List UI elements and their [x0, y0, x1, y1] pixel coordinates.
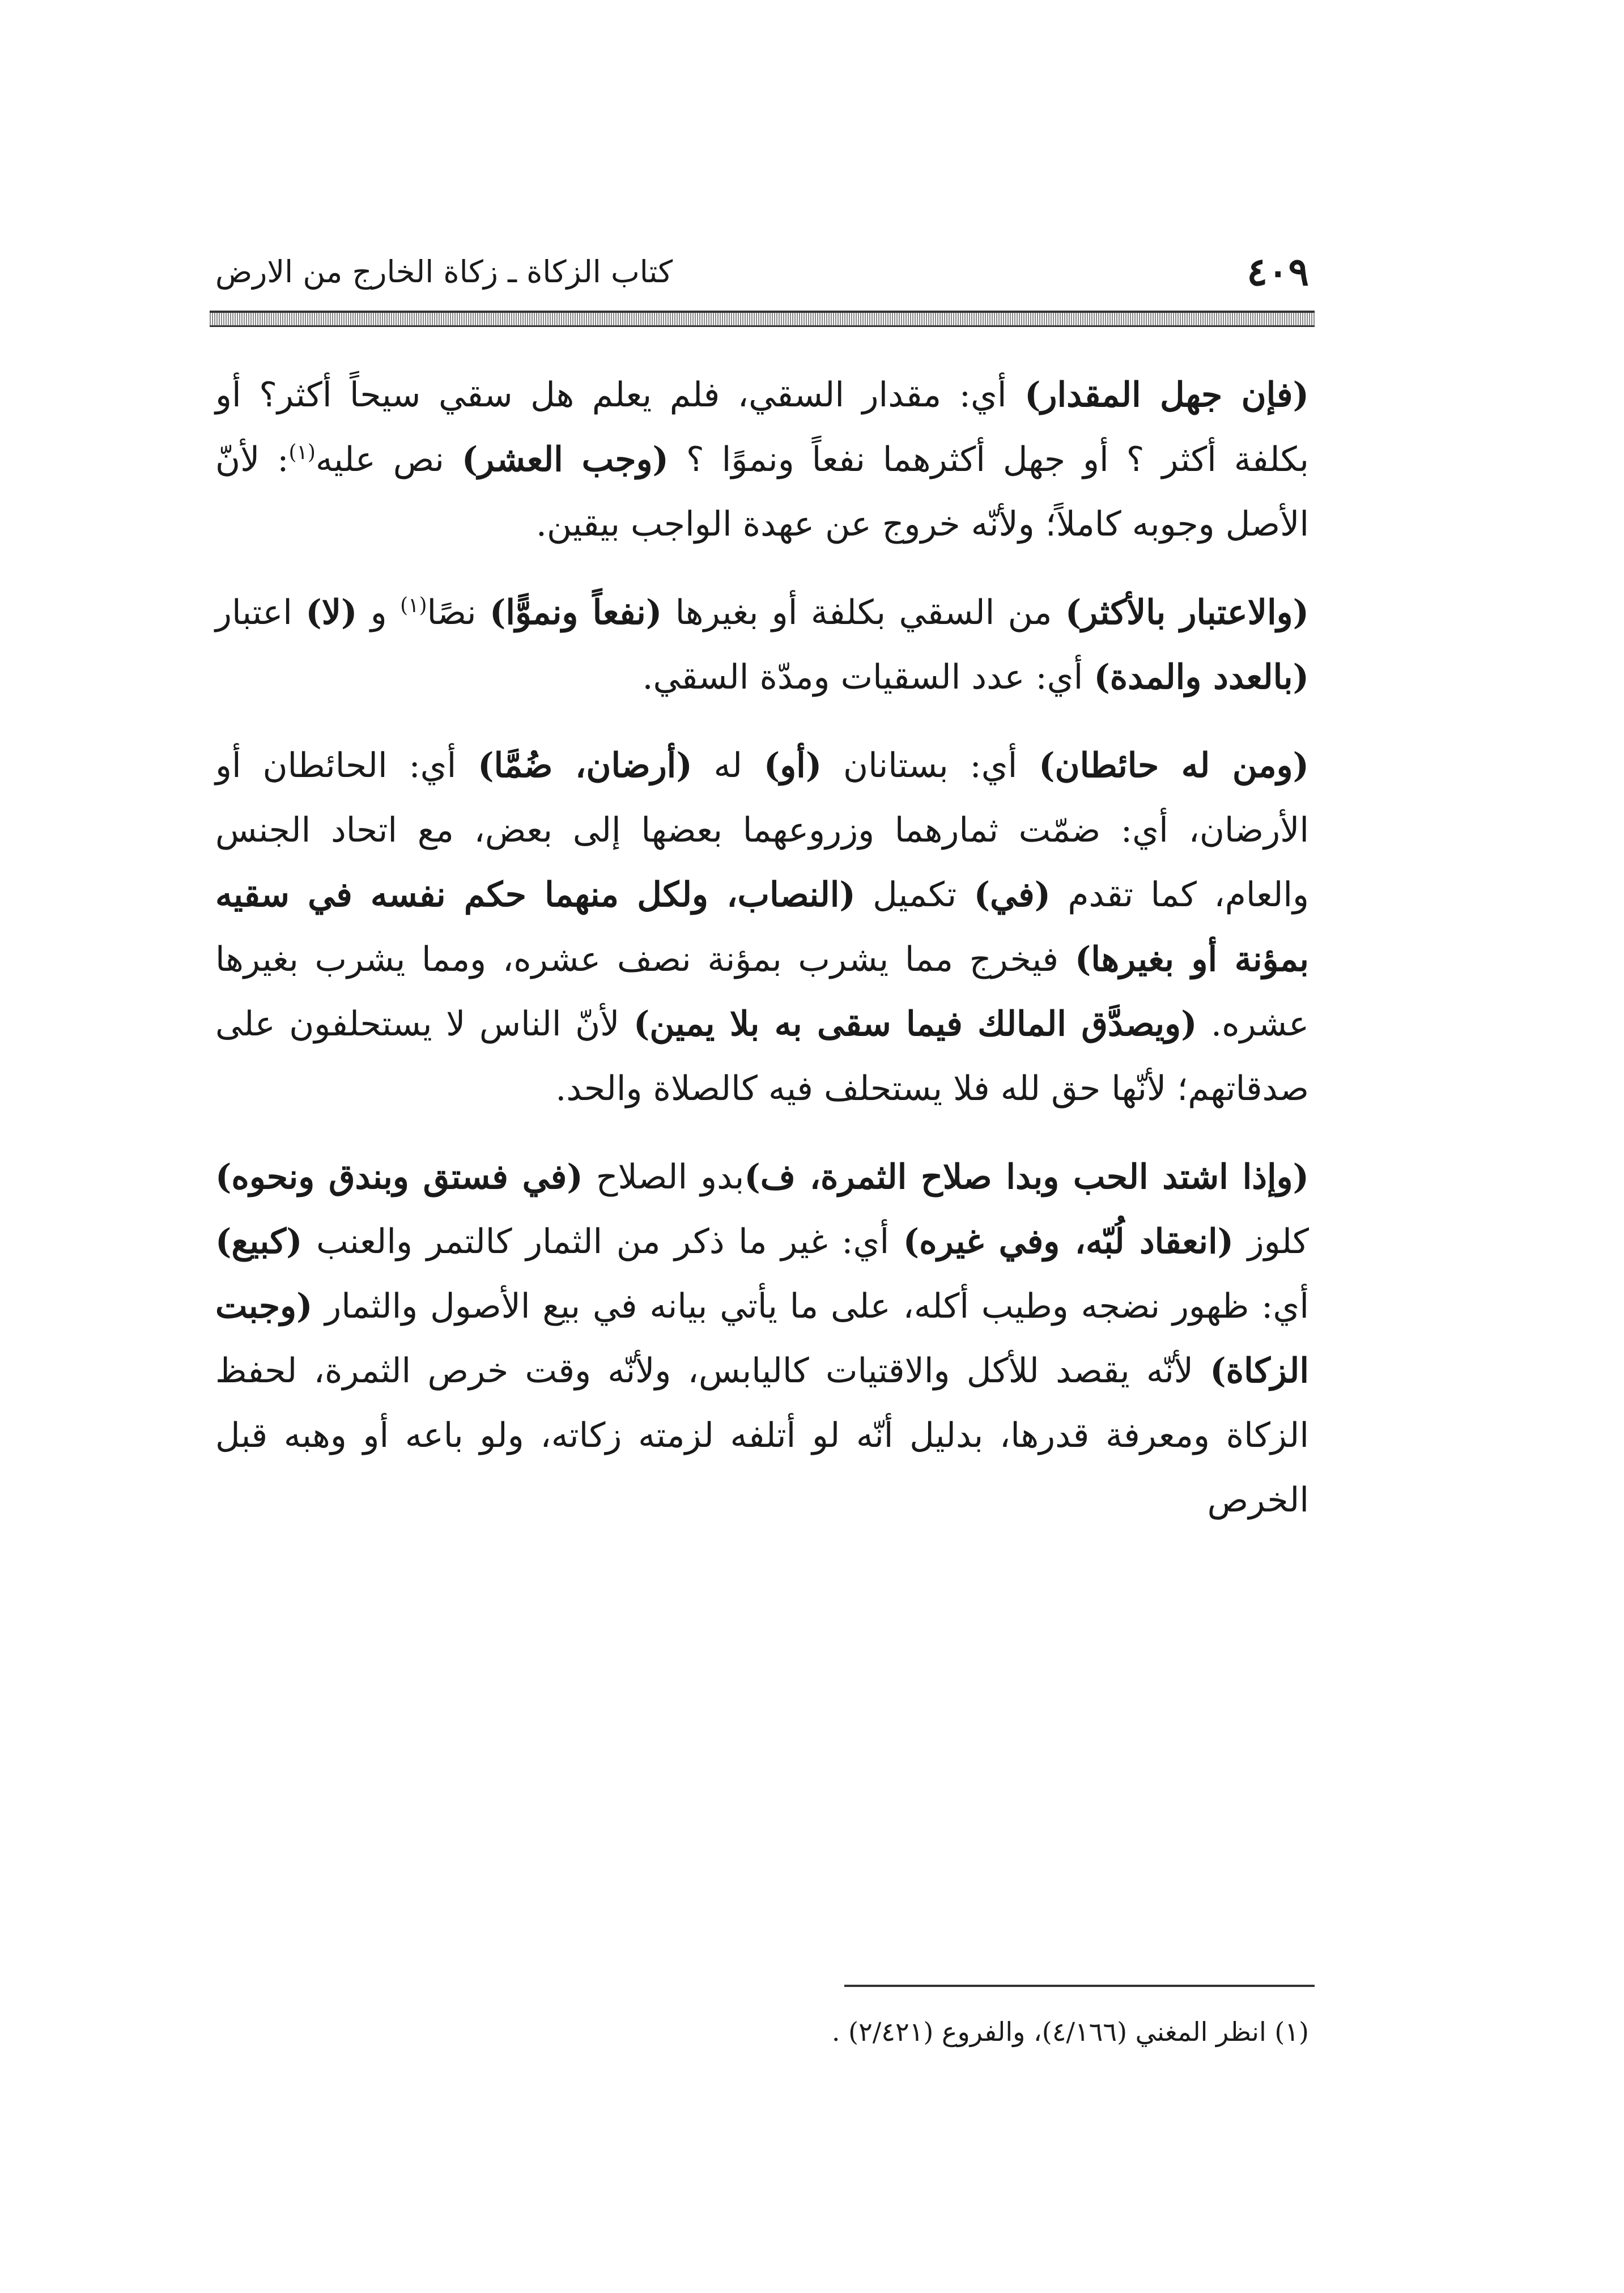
- commentary-text: أي: ظهور نضجه وطيب أكله، على ما يأتي بيانه في بيع الأصول والثمار: [312, 1286, 1309, 1326]
- bold-matn-text: (وجبت الزكاة): [215, 1286, 1309, 1391]
- commentary-text: اعتبار: [215, 593, 306, 632]
- bold-matn-text: (كبيع): [215, 1222, 303, 1262]
- paragraph-4: [215, 1145, 1309, 1532]
- commentary-text: من السقي بكلفة أو بغيرها: [662, 593, 1065, 632]
- commentary-text: أي: مقدار السقي، فلم يعلم هل سقي سيحاً أكثر؟ أو بكلفة أكثر ؟ أو جهل أكثرهما نفعاً ونموًا ؟: [215, 375, 1309, 479]
- commentary-text: و: [357, 593, 401, 632]
- footnote: (١) انظر المغني (٤/١٦٦)، والفروع (٢/٤٢١) .: [831, 2016, 1309, 2047]
- commentary-text: فيخرج مما يشرب بمؤنة نصف عشره، ومما يشرب بغيرها عشره.: [215, 940, 1309, 1044]
- bold-matn-text: (أرضان، ضُمَّا): [478, 746, 692, 785]
- running-title: كتاب الزكاة ـ زكاة الخارج من الارض: [215, 254, 673, 290]
- commentary-text: تكميل: [855, 875, 974, 915]
- footnote-rule: [844, 1985, 1315, 1987]
- bold-matn-text: (في فستق وبندق ونحوه): [215, 1157, 583, 1197]
- commentary-text: نص عليه: [315, 440, 462, 479]
- commentary-text: لأنّه يقصد للأكل والاقتيات كاليابس، ولأنّه وقت خرص الثمرة، لحفظ الزكاة ومعرفة قدرها، بدليل أنّه لو أتلفه لزمته زكاته، ولو باعه أو وهبه قبل الخرص: [215, 1351, 1309, 1520]
- bold-matn-text: (ويصدَّق المالك فيما سقى به بلا يمين): [633, 1004, 1197, 1044]
- commentary-text: : لأنّ الأصل وجوبه كاملاً؛ ولأنّه خروج عن عهدة الواجب بيقين.: [215, 440, 1309, 544]
- bold-matn-text: (أو): [763, 746, 822, 785]
- bold-matn-text: (في): [973, 875, 1051, 915]
- bold-matn-text: (بالعدد والمدة): [1094, 657, 1309, 697]
- paragraph-3: [215, 733, 1309, 1121]
- commentary-text: له: [692, 746, 764, 785]
- bold-matn-text: (فإن جهل المقدار): [1024, 375, 1309, 415]
- bold-matn-text: (وجب العشر): [461, 440, 669, 479]
- bold-matn-text: (والاعتبار بالأكثر): [1065, 593, 1309, 632]
- paragraph-1: [215, 363, 1309, 557]
- bold-matn-text: (لا): [305, 593, 358, 632]
- paragraph-2: [215, 580, 1309, 710]
- bold-matn-text: (انعقاد لُبّه، وفي غيره): [903, 1222, 1234, 1262]
- bold-matn-text: (وإذا اشتد الحب وبدا صلاح الثمرة، ف): [744, 1157, 1310, 1197]
- page-number: ٤٠٩: [1247, 249, 1309, 295]
- footnote-marker: (١): [288, 441, 316, 464]
- commentary-text: أي: الحائطان أو الأرضان، أي: ضمّت ثمارهما وزروعهما بعضها إلى بعض، مع اتحاد الجنس والعام، كما تقدم: [215, 746, 1310, 915]
- main-text: [215, 363, 1309, 1556]
- commentary-text: أي: بستانان: [822, 746, 1039, 785]
- commentary-text: بدو الصلاح: [583, 1157, 745, 1197]
- bold-matn-text: (النصاب، ولكل منهما حكم نفسه في سقيه بمؤنة أو بغيرها): [215, 875, 1309, 979]
- commentary-text: نصًا: [427, 593, 490, 632]
- commentary-text: كلوز: [1234, 1222, 1309, 1262]
- header-rule: [210, 311, 1315, 327]
- bold-matn-text: (ومن له حائطان): [1039, 746, 1310, 785]
- footnote-marker: (١): [400, 594, 427, 617]
- commentary-text: أي: غير ما ذكر من الثمار كالتمر والعنب: [302, 1222, 903, 1262]
- commentary-text: لأنّ الناس لا يستحلفون على صدقاتهم؛ لأنّها حق لله فلا يستحلف فيه كالصلاة والحد.: [215, 1004, 1309, 1109]
- commentary-text: أي: عدد السقيات ومدّة السقي.: [642, 657, 1094, 697]
- bold-matn-text: (نفعاً ونموًّا): [489, 593, 662, 632]
- running-header: [215, 244, 1309, 306]
